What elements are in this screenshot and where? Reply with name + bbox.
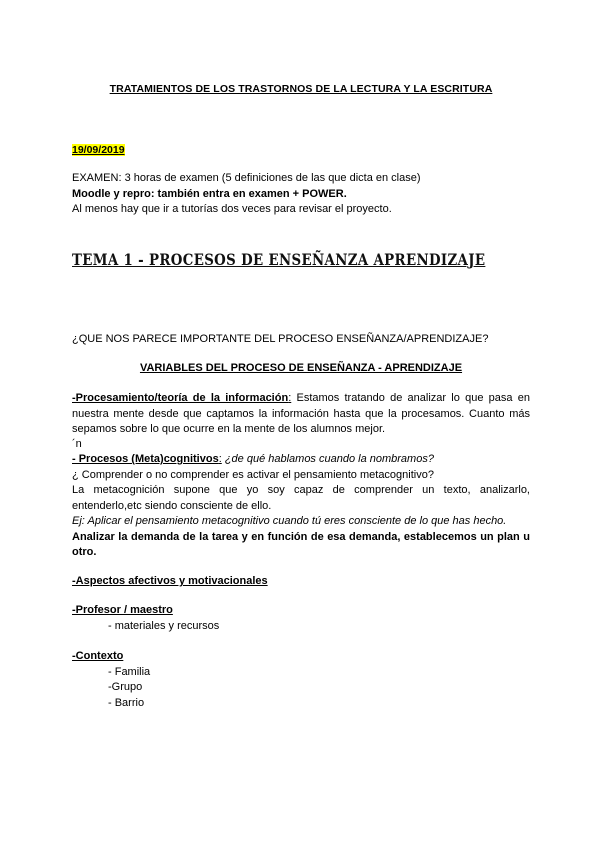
procesamiento-paragraph [72, 391, 530, 438]
procesos-example: Ej: Aplicar el pensamiento metacognitivo cuando tú eres consciente de lo que has hecho. [72, 515, 507, 527]
document-title: TRATAMIENTOS DE LOS TRASTORNOS DE LA LECTURA Y LA ESCRITURA [109, 83, 493, 95]
procesos-colon: : [218, 453, 222, 465]
procesamiento-text: Estamos tratando de analizar lo que pasa en nuestra mente desde que captamos la información hasta que la procesamos. Cuanto más sepamos sobre lo que ocurre en la mente de los alumnos mejor. [72, 392, 530, 435]
procesos-label: - Procesos (Meta)cognitivos [72, 453, 219, 465]
question-line: ¿QUE NOS PARECE IMPORTANTE DEL PROCESO ENSEÑANZA/APRENDIZAJE? [72, 333, 489, 345]
procesos-question: ¿de qué hablamos cuando la nombramos? [221, 453, 434, 465]
contexto-label: -Contexto [72, 650, 124, 662]
date-highlight [72, 143, 125, 159]
contexto-section [72, 649, 530, 711]
procesos-bold-text: Analizar la demanda de la tarea y en función de esa demanda, establecemos un plan u otro. [72, 530, 530, 558]
procesamiento-colon: : [288, 392, 292, 404]
contexto-item-familia: - Familia [108, 665, 151, 678]
stray-text: ´n [72, 438, 82, 450]
tutoring-line: Al menos hay que ir a tutorías dos veces para revisar el proyecto. [72, 203, 392, 215]
tema-heading: TEMA 1 - PROCESOS DE ENSEÑANZA APRENDIZAJE [72, 250, 486, 269]
moodle-line: Moodle y repro: también entra en examen + POWER. [72, 187, 347, 200]
profesor-section [72, 603, 530, 634]
date-text: 19/09/2019 [72, 144, 125, 156]
profesor-item: - materiales y recursos [108, 619, 220, 632]
contexto-item-barrio: - Barrio [108, 696, 145, 709]
contexto-item-grupo: -Grupo [108, 681, 143, 693]
exam-info [72, 171, 530, 218]
variables-heading: VARIABLES DEL PROCESO DE ENSEÑANZA - APRENDIZAJE [139, 362, 463, 374]
procesos-line3: La metacognición supone que yo soy capaz de comprender un texto, analizarlo, entenderlo,etc siendo consciente de ello. [72, 484, 530, 512]
procesos-section [72, 452, 530, 561]
aspectos-heading: -Aspectos afectivos y motivacionales [72, 575, 268, 587]
procesos-title-line [72, 452, 530, 468]
exam-line: EXAMEN: 3 horas de examen (5 definiciones de las que dicta en clase) [72, 172, 421, 184]
procesamiento-label: -Procesamiento/teoría de la información [72, 392, 289, 404]
procesos-line2: ¿ Comprender o no comprender es activar el pensamiento metacognitivo? [72, 468, 434, 481]
profesor-label: -Profesor / maestro [72, 604, 173, 616]
